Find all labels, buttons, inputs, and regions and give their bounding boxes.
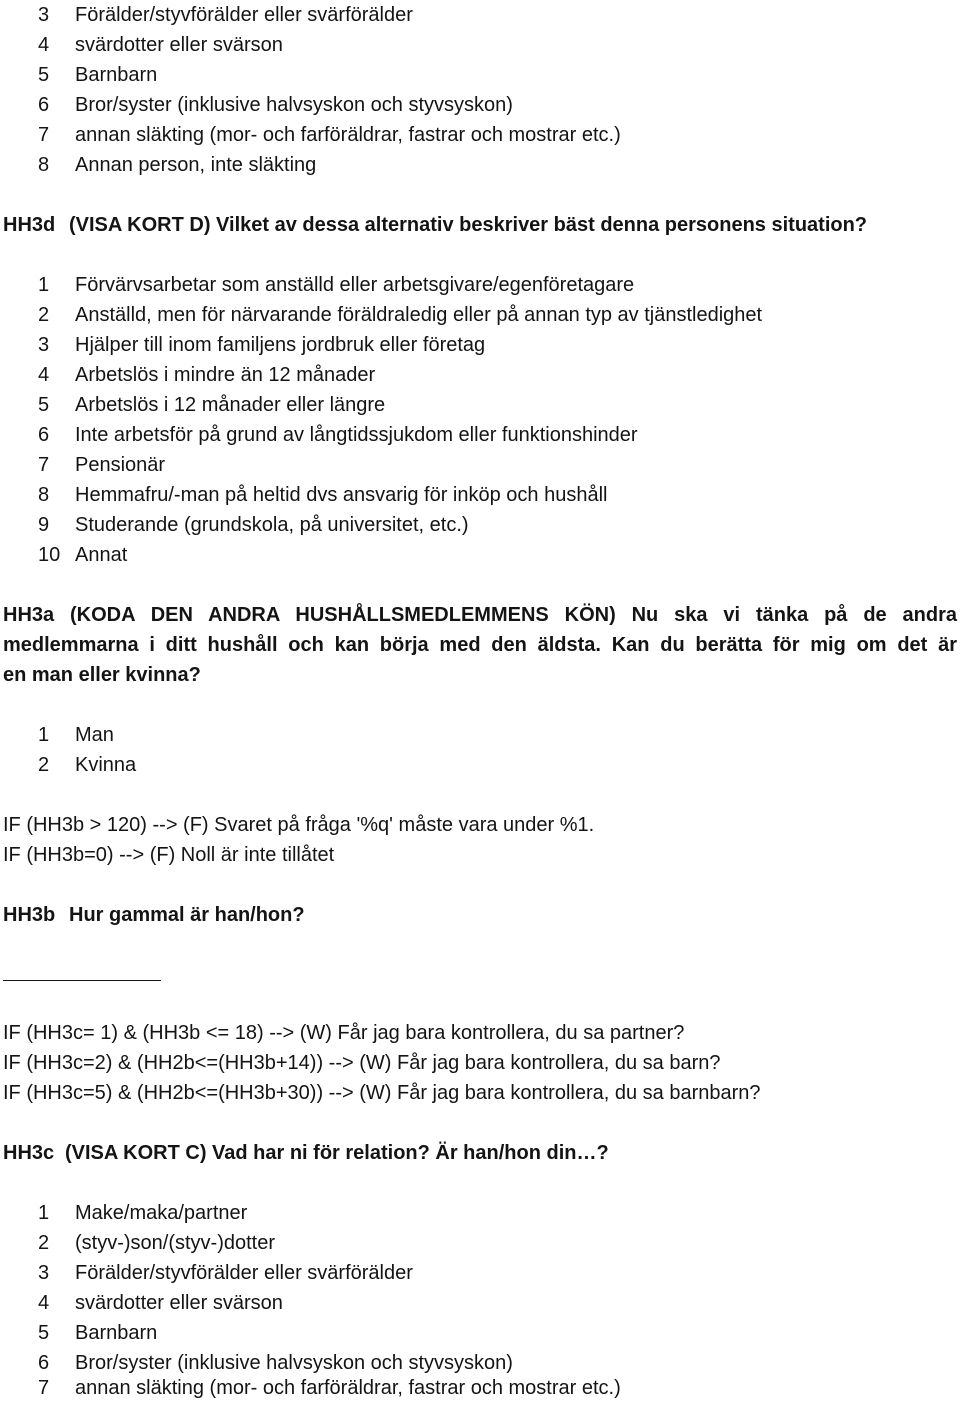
option-text: Barnbarn [75, 1322, 158, 1344]
option-row [38, 150, 316, 180]
option-text: Annan person, inte släkting [75, 154, 317, 176]
option-text: svärdotter eller svärson [75, 1292, 283, 1314]
option-row [38, 330, 485, 360]
option-number: 7 [38, 454, 50, 476]
option-number: 1 [38, 274, 50, 296]
option-text: Inte arbetsför på grund av långtidssjukdom eller funktionshinder [75, 424, 638, 446]
option-text: svärdotter eller svärson [75, 34, 283, 56]
validation-rule: IF (HH3b > 120) --> (F) Svaret på fråga '%q' måste vara under %1. [3, 814, 595, 836]
option-text: Förvärvsarbetar som anställd eller arbetsgivare/egenföretagare [75, 274, 635, 296]
option-text: Pensionär [75, 454, 166, 476]
option-row [38, 720, 114, 750]
question-text: Hur gammal är han/hon? [69, 904, 305, 926]
option-text: Förälder/styvförälder eller svärförälder [75, 1262, 413, 1284]
option-text: Arbetslös i mindre än 12 månader [75, 364, 376, 386]
option-number: 8 [38, 484, 50, 506]
option-number: 4 [38, 364, 50, 386]
option-number: 2 [38, 754, 50, 776]
option-row [38, 1258, 413, 1288]
option-number: 1 [38, 1202, 50, 1224]
option-text: Hemmafru/-man på heltid dvs ansvarig för inköp och hushåll [75, 484, 608, 506]
option-text: Hjälper till inom familjens jordbruk eller företag [75, 334, 486, 356]
question-code: HH3b [3, 904, 56, 926]
option-text: annan släkting (mor- och farföräldrar, fastrar och mostrar etc.) [75, 1377, 621, 1399]
question-code: HH3c [3, 1142, 55, 1164]
option-number: 7 [38, 1377, 50, 1399]
option-number: 3 [38, 4, 50, 26]
option-row [38, 1318, 157, 1348]
option-row [38, 390, 385, 420]
option-text: Barnbarn [75, 64, 158, 86]
option-number: 6 [38, 424, 50, 446]
question-code: HH3d [3, 214, 56, 236]
answer-blank-line [3, 980, 161, 981]
option-row [38, 1198, 247, 1228]
option-row [38, 750, 136, 780]
option-row [38, 1228, 275, 1258]
option-number: 3 [38, 1262, 50, 1284]
question-text: (VISA KORT D) Vilket av dessa alternativ beskriver bäst denna personens situation? [69, 214, 868, 236]
option-text: Bror/syster (inklusive halvsyskon och styvsyskon) [75, 94, 513, 116]
option-number: 4 [38, 1292, 50, 1314]
option-text: (styv-)son/(styv-)dotter [75, 1232, 276, 1254]
question-hh3a-line: HH3a (KODA DEN ANDRA HUSHÅLLSMEDLEMMENS KÖN) Nu ska vi tänka på de andra [3, 604, 957, 626]
option-row [38, 1288, 283, 1318]
option-text: Make/maka/partner [75, 1202, 248, 1224]
option-row [38, 450, 165, 480]
question-hh3a-line: en man eller kvinna? [3, 664, 201, 686]
option-text: Annat [75, 544, 128, 566]
option-number: 2 [38, 1232, 50, 1254]
validation-rule: IF (HH3c=2) & (HH2b<=(HH3b+14)) --> (W) Får jag bara kontrollera, du sa barn? [3, 1052, 721, 1074]
option-number: 9 [38, 514, 50, 536]
option-text: Arbetslös i 12 månader eller längre [75, 394, 386, 416]
option-row [38, 60, 157, 90]
option-text: Förälder/styvförälder eller svärförälder [75, 4, 413, 26]
question-hh3d [3, 210, 867, 240]
option-number: 10 [38, 544, 61, 566]
option-number: 5 [38, 394, 50, 416]
option-row [38, 0, 413, 30]
option-row [38, 420, 638, 450]
question-hh3a-line: medlemmarna i ditt hushåll och kan börja med den äldsta. Kan du berätta för mig om det är [3, 634, 957, 656]
option-number: 4 [38, 34, 50, 56]
option-row [38, 540, 127, 570]
option-number: 1 [38, 724, 50, 746]
option-row [38, 510, 469, 540]
option-text: Bror/syster (inklusive halvsyskon och styvsyskon) [75, 1352, 513, 1374]
option-row [38, 360, 375, 390]
option-row [38, 480, 607, 510]
option-number: 7 [38, 124, 50, 146]
option-number: 6 [38, 94, 50, 116]
option-row [38, 30, 283, 60]
option-number: 2 [38, 304, 50, 326]
validation-rule: IF (HH3c=5) & (HH2b<=(HH3b+30)) --> (W) Får jag bara kontrollera, du sa barnbarn? [3, 1082, 761, 1104]
option-row [38, 90, 513, 120]
question-text: (VISA KORT C) Vad har ni för relation? Är han/hon din…? [65, 1142, 609, 1164]
question-hh3b [3, 900, 305, 930]
option-row [38, 300, 762, 330]
option-text: annan släkting (mor- och farföräldrar, fastrar och mostrar etc.) [75, 124, 621, 146]
question-hh3c [3, 1138, 609, 1168]
option-number: 5 [38, 64, 50, 86]
option-text: Anställd, men för närvarande föräldraledig eller på annan typ av tjänstledighet [75, 304, 763, 326]
option-text: Kvinna [75, 754, 137, 776]
option-number: 5 [38, 1322, 50, 1344]
option-text: Man [75, 724, 114, 746]
option-number: 6 [38, 1352, 50, 1374]
option-text: Studerande (grundskola, på universitet, etc.) [75, 514, 469, 536]
option-number: 3 [38, 334, 50, 356]
validation-rule: IF (HH3c= 1) & (HH3b <= 18) --> (W) Får jag bara kontrollera, du sa partner? [3, 1022, 685, 1044]
validation-rule: IF (HH3b=0) --> (F) Noll är inte tillåtet [3, 844, 335, 866]
option-number: 8 [38, 154, 50, 176]
option-row [38, 1373, 621, 1403]
option-row [38, 270, 634, 300]
option-row [38, 120, 621, 150]
